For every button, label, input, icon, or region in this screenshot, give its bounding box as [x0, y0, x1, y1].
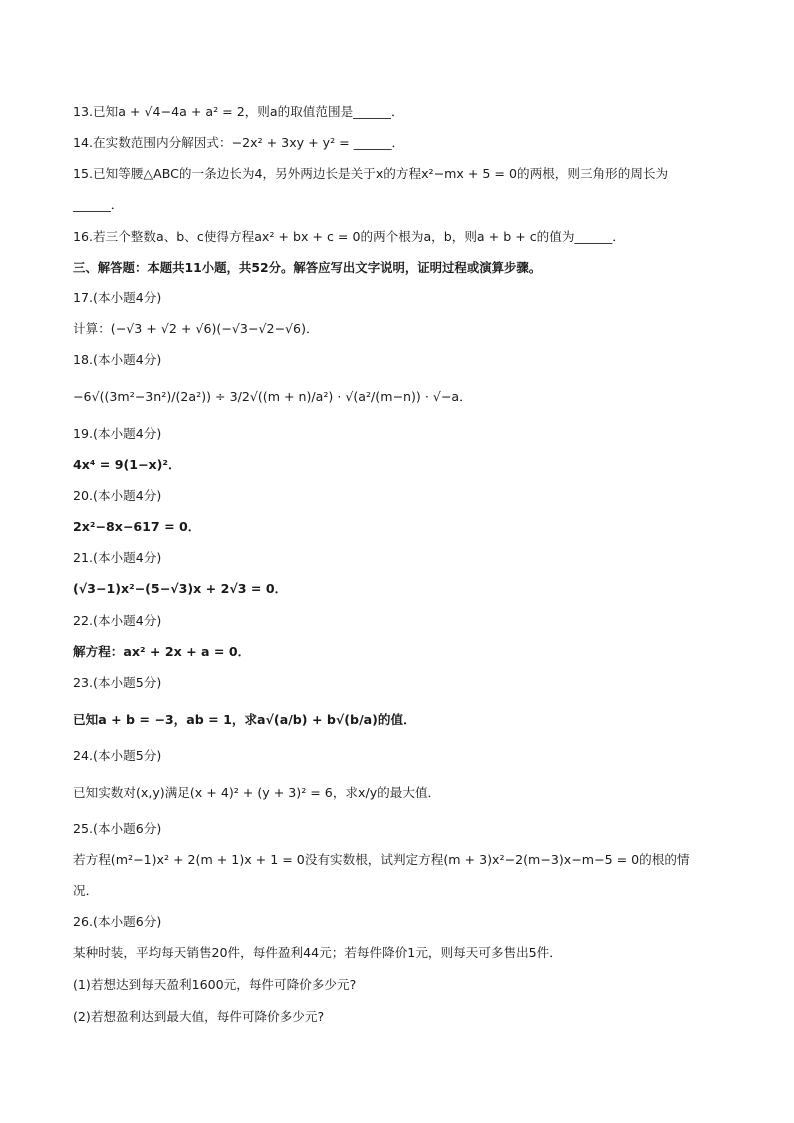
p25-head: 25.(本小题6分) [73, 821, 162, 836]
p18-body: −6√((3m²−3n²)/(2a²)) ÷ 3/2√((m + n)/a²) · √(a²/(m−n)) · √−a． [73, 389, 472, 404]
p20-body: 2x²−8x−617 = 0． [73, 519, 201, 534]
section3-heading: 三、解答题：本题共11小题，共52分。解答应写出文字说明，证明过程或演算步骤。 [73, 260, 542, 275]
p21-head: 21.(本小题4分) [73, 550, 162, 565]
p26-body: 某种时装，平均每天销售20件，每件盈利44元；若每件降价1元，则每天可多售出5件． [73, 945, 562, 960]
p22-head: 22.(本小题4分) [73, 613, 162, 628]
q15-line1: 15.已知等腰△ABC的一条边长为4，另外两边长是关于x的方程x²−mx + 5 = 0的两根，则三角形的周长为 [73, 166, 669, 181]
p18-head: 18.(本小题4分) [73, 352, 162, 367]
q14: 14.在实数范围内分解因式：−2x² + 3xy + y² = ______． [73, 135, 405, 150]
p20-head: 20.(本小题4分) [73, 488, 162, 503]
p24-head: 24.(本小题5分) [73, 748, 162, 763]
q15-line2: ______． [73, 197, 124, 212]
p17-head: 17.(本小题4分) [73, 290, 162, 305]
p19-body: 4x⁴ = 9(1−x)²． [73, 457, 181, 472]
p17-body: 计算：(−√3 + √2 + √6)(−√3−√2−√6)． [73, 321, 319, 336]
p26-head: 26.(本小题6分) [73, 914, 162, 929]
q13: 13.已知a + √4−4a + a² = 2，则a的取值范围是______． [73, 104, 404, 119]
p25-body-line2: 况． [73, 883, 99, 898]
p26-sub2: (2)若想盈利达到最大值，每件可降价多少元? [73, 1009, 325, 1024]
p19-head: 19.(本小题4分) [73, 426, 162, 441]
p21-body: (√3−1)x²−(5−√3)x + 2√3 = 0． [73, 581, 288, 596]
p23-body: 已知a + b = −3，ab = 1，求a√(a/b) + b√(b/a)的值． [73, 712, 416, 727]
p24-body: 已知实数对(x,y)满足(x + 4)² + (y + 3)² = 6，求x/y的最大值． [73, 785, 441, 800]
p25-body-line1: 若方程(m²−1)x² + 2(m + 1)x + 1 = 0没有实数根，试判定方程(m + 3)x²−2(m−3)x−m−5 = 0的根的情 [73, 852, 690, 867]
p22-body: 解方程：ax² + 2x + a = 0． [73, 644, 251, 659]
p23-head: 23.(本小题5分) [73, 675, 162, 690]
q16: 16.若三个整数a、b、c使得方程ax² + bx + c = 0的两个根为a，b，则a + b + c的值为______． [73, 229, 625, 244]
p26-sub1: (1)若想达到每天盈利1600元，每件可降价多少元? [73, 977, 357, 992]
